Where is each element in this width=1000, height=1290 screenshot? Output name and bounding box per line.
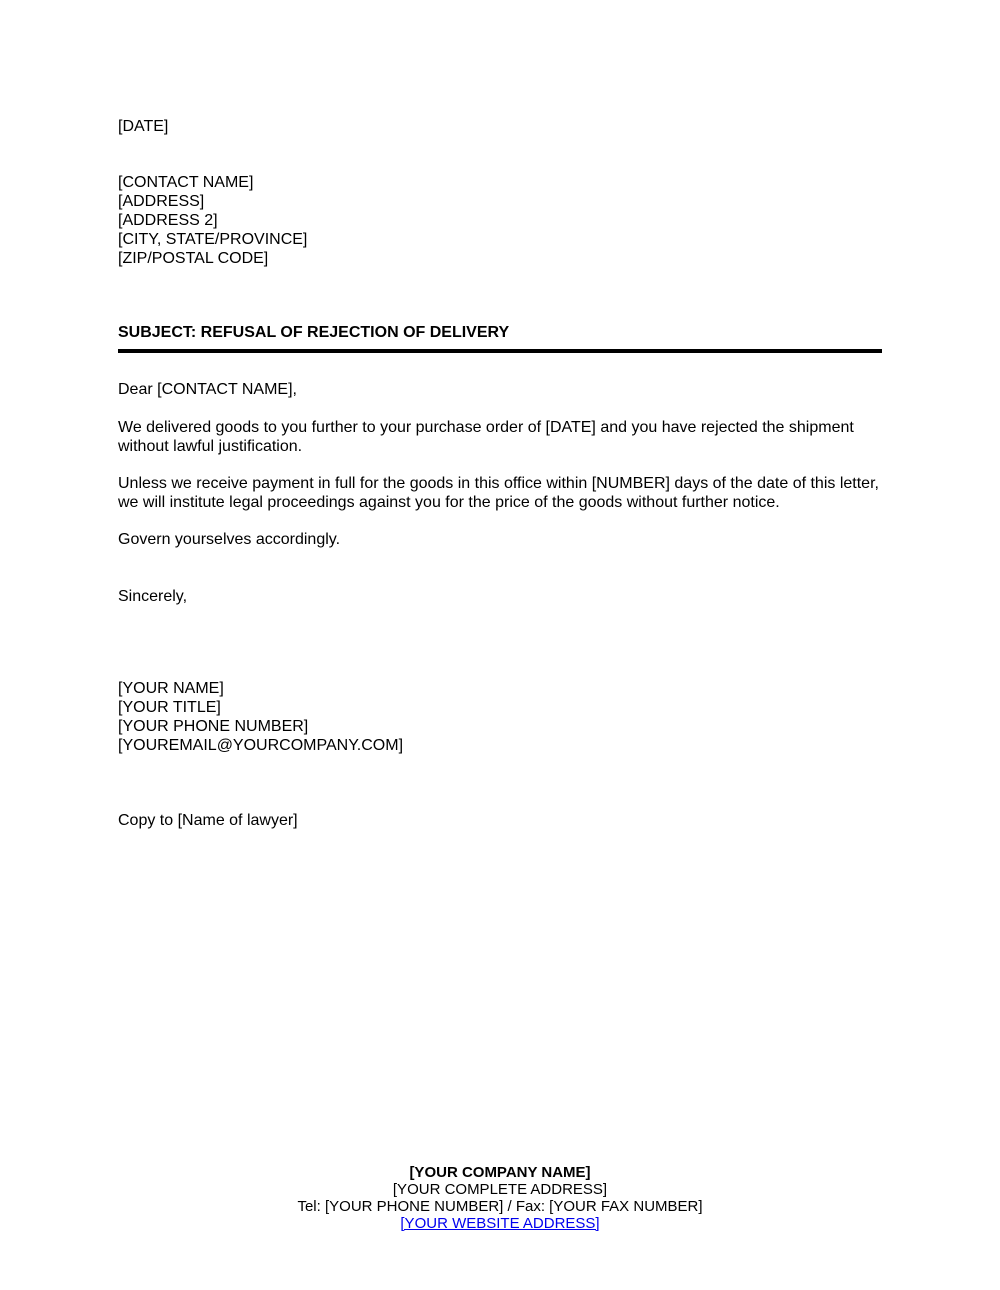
closing-text: Sincerely, (118, 588, 188, 605)
salutation (118, 380, 882, 399)
signature-block (118, 679, 882, 755)
signature-phone: [YOUR PHONE NUMBER] (118, 718, 309, 735)
signature-name: [YOUR NAME] (118, 680, 224, 697)
signature-title: [YOUR TITLE] (118, 699, 221, 716)
letter-date (118, 117, 882, 136)
footer-website-link[interactable]: [YOUR WEBSITE ADDRESS] (400, 1215, 600, 1232)
subject-heading: SUBJECT: REFUSAL OF REJECTION OF DELIVERY (118, 324, 510, 341)
salutation-text: Dear [CONTACT NAME], (118, 381, 297, 398)
recipient-address-2: [ADDRESS 2] (118, 212, 218, 229)
body-paragraph-1 (118, 418, 882, 456)
recipient-city-state: [CITY, STATE/PROVINCE] (118, 231, 308, 248)
recipient-contact-name: [CONTACT NAME] (118, 174, 254, 191)
date-text: [DATE] (118, 118, 169, 135)
body-paragraph-text: We delivered goods to you further to your purchase order of [DATE] and you have rejected the shipment without lawful justification. (118, 419, 854, 455)
footer-address: [YOUR COMPLETE ADDRESS] (392, 1181, 608, 1198)
body-paragraph-text: Unless we receive payment in full for the goods in this office within [NUMBER] days of the date of this letter, we will institute legal proceedings against you for the price of the goods without further notice. (118, 475, 879, 511)
body-paragraph-text: Govern yourselves accordingly. (118, 531, 341, 548)
footer-contact: Tel: [YOUR PHONE NUMBER] / Fax: [YOUR FAX NUMBER] (297, 1198, 703, 1215)
body-paragraph-3 (118, 530, 882, 549)
subject-block (118, 323, 882, 342)
closing (118, 587, 882, 606)
copy-to (118, 811, 882, 830)
copy-to-text: Copy to [Name of lawyer] (118, 812, 298, 829)
recipient-address: [ADDRESS] (118, 193, 205, 210)
subject-divider (118, 349, 882, 353)
letter-footer (0, 1164, 1000, 1232)
body-paragraph-2 (118, 474, 882, 512)
footer-company-name: [YOUR COMPANY NAME] (409, 1164, 591, 1181)
footer-website-line (0, 1215, 1000, 1232)
recipient-zip: [ZIP/POSTAL CODE] (118, 250, 269, 267)
signature-email: [YOUREMAIL@YOURCOMPANY.COM] (118, 737, 404, 754)
recipient-address-block (118, 173, 882, 268)
